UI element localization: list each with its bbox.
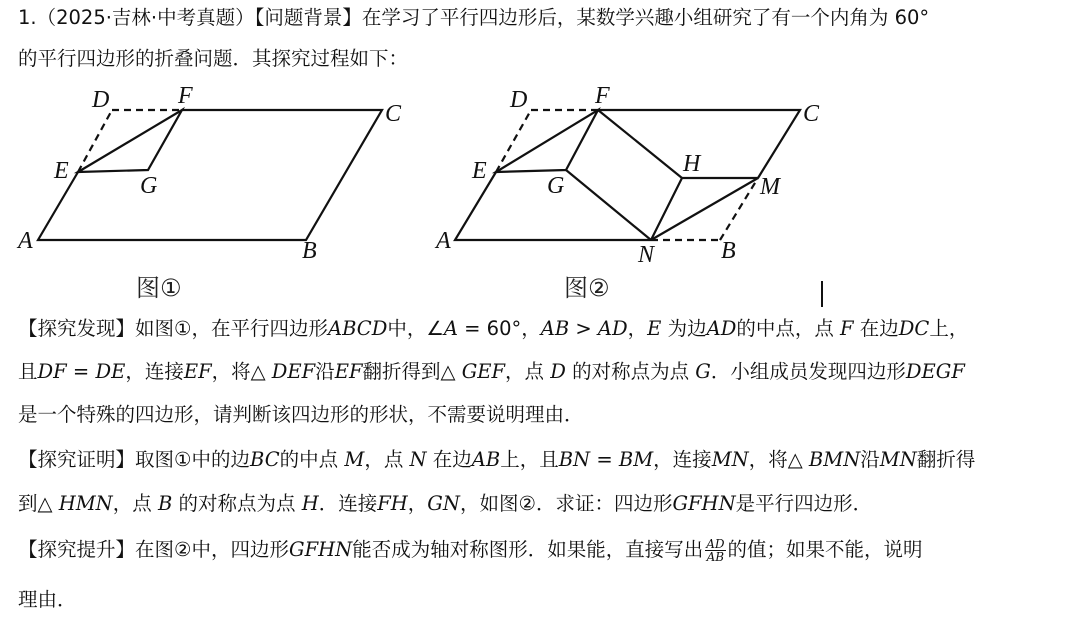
figure-ref: ② [174,538,192,561]
text-segment: 翻折得到△ [362,360,462,383]
fig1-label-f: F [178,83,193,109]
figure-ref: ① [174,317,192,340]
math-symbol: MN [879,448,917,471]
fig2-segment-fh [598,110,682,178]
text-segment: 的对称点为点 [172,492,302,515]
text-segment: 【探究证明】取图 [18,448,175,471]
para3-line1-before [18,538,703,561]
math-symbol: H [301,492,319,515]
text-segment: 到△ [18,492,59,515]
text-segment: ，将△ [748,448,809,471]
text-segment: 在边 [426,448,472,471]
para1-line1 [18,317,968,341]
math-symbol: BC [250,448,280,471]
fig2-label-d: D [510,87,528,113]
text-segment: ，点 [364,448,410,471]
figure-1 [38,110,382,240]
text-segment: 沿 [860,448,880,471]
text-segment: ．连接 [318,492,378,515]
text-segment: 的对称点为点 [565,360,696,383]
math-symbol: B [157,492,173,515]
para2-line1 [18,448,975,472]
para3-line1-after [728,538,923,561]
math-symbol: BMN [808,448,861,471]
math-symbol: F [840,317,854,340]
text-segment: 上，且 [500,448,559,471]
math-symbol: EF [183,360,212,383]
fig1-label-b: B [302,238,317,264]
fraction-denominator: AB [706,550,725,564]
fig2-dashed-ed [496,110,531,172]
math-symbol: AD [706,317,737,340]
math-symbol: N [409,448,427,471]
math-symbol: AB [540,317,570,340]
text-segment: = 60°， [457,317,541,340]
math-symbol: A [443,317,458,340]
figure-1-caption: 图① [136,274,182,302]
math-symbol: ABCD [328,317,388,340]
text-segment: 且 [18,360,38,383]
math-symbol: BN [558,448,591,471]
fig2-label-b: B [721,238,736,264]
fig1-label-e: E [54,158,69,184]
text-segment: ，点 [112,492,158,515]
text-segment: 【探究发现】如图 [18,317,175,340]
text-segment: 的中点，点 [736,317,841,340]
text-segment: 为边 [661,317,707,340]
fig1-label-g: G [140,173,158,199]
text-segment: 是一个特殊的四边形，请判断该四边形的形状，不需要说明理由． [18,403,584,426]
text-segment: ， [407,492,428,515]
math-symbol: DC [898,317,930,340]
figure-2 [455,110,800,240]
fig2-label-a: A [436,228,451,254]
fig2-label-h: H [683,151,701,177]
text-segment: ．小组成员发现四边形 [710,360,906,383]
text-segment: = [590,448,619,471]
math-symbol: GFHN [289,538,353,561]
math-symbol: D [550,360,566,383]
para3-line1 [18,538,923,563]
fig1-label-c: C [385,101,402,127]
math-symbol: E [647,317,662,340]
math-symbol: FH [377,492,408,515]
para3-line2 [18,588,77,612]
text-segment: 能否成为轴对称图形．如果能，直接写出 [352,538,704,561]
math-symbol: EF [334,360,363,383]
text-segment: ，连接 [125,360,184,383]
fig2-label-m: M [760,174,780,200]
text-segment: 理由． [18,588,77,611]
text-segment: ，将△ [211,360,272,383]
text-segment: 沿 [315,360,335,383]
para2-line2 [18,492,872,516]
math-symbol: AB [471,448,501,471]
text-segment: ，如图 [459,492,519,515]
text-segment: ，在平行四边形 [191,317,329,340]
fig2-label-c: C [803,101,820,127]
ratio-fraction [705,538,725,563]
text-segment: 上， [929,317,969,340]
math-symbol: DEF [271,360,316,383]
math-symbol: AD [597,317,628,340]
figure-ref: ① [174,448,192,471]
problem-header-line2: 的平行四边形的折叠问题．其探究过程如下： [18,47,409,70]
fig1-label-a: A [18,228,33,254]
text-segment: > [569,317,598,340]
math-symbol: GFHN [672,492,736,515]
fig2-label-g: G [547,173,565,199]
math-symbol: BM [618,448,654,471]
math-symbol: G [695,360,711,383]
figure-ref: ② [518,492,536,515]
text-segment: ， [627,317,648,340]
math-symbol: MN [711,448,749,471]
fig1-label-d: D [92,87,110,113]
text-segment: 中的边 [191,448,251,471]
fig2-label-f: F [595,83,610,109]
text-segment: 是平行四边形． [735,492,873,515]
text-segment: 的中点 [279,448,345,471]
geometry-figures [0,0,1080,310]
text-segment: 在边 [853,317,899,340]
fig2-triangle-gef [496,110,598,172]
para1-line3 [18,403,584,427]
text-segment: ，连接 [653,448,712,471]
text-segment: 中，∠ [387,317,444,340]
text-cursor [821,281,823,307]
text-segment: 【探究提升】在图 [18,538,175,561]
text-segment: = [66,360,96,383]
math-symbol: GN [427,492,460,515]
fig1-outline [38,110,382,240]
math-symbol: M [344,448,365,471]
figure-2-caption: 图② [564,274,610,302]
text-segment: 的值；如果不能，说明 [727,538,923,561]
para1-line2 [18,360,965,384]
fraction-numerator: AD [706,537,725,551]
math-symbol: HMN [58,492,113,515]
problem-header-line1: 1.（2025·吉林·中考真题）【问题背景】在学习了平行四边形后，某数学兴趣小组研究了有一个内角为 60° [18,6,930,29]
math-symbol: DE [95,360,126,383]
fig1-triangle-gef [78,110,182,172]
math-symbol: DEGF [905,360,965,383]
math-symbol: DF [37,360,67,383]
fig2-label-n: N [638,242,655,268]
fig2-label-e: E [472,158,487,184]
text-segment: 翻折得 [916,448,976,471]
text-segment: ．求证：四边形 [535,492,673,515]
fig2-dashed-bm [720,178,758,240]
text-segment: ，点 [505,360,551,383]
fig2-segment-gn [566,170,651,240]
text-segment: 中，四边形 [191,538,290,561]
math-symbol: GEF [461,360,506,383]
